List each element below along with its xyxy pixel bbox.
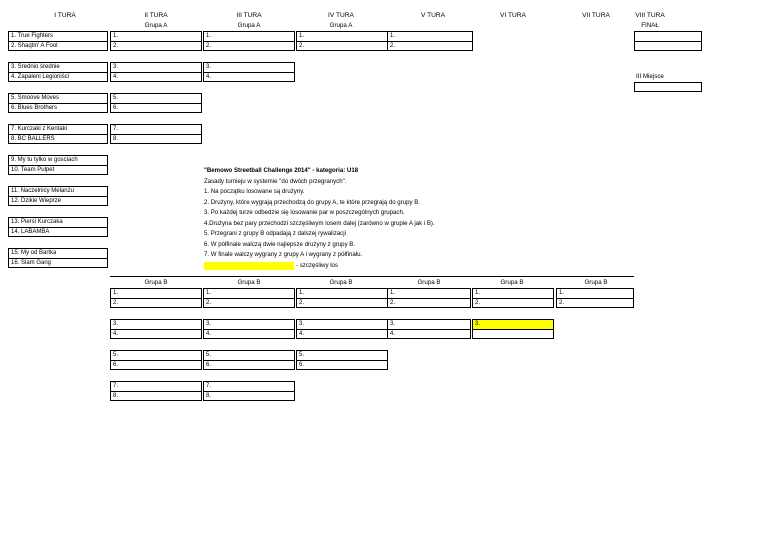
slot-cell[interactable]: 2. xyxy=(387,41,473,51)
team-cell: 12. Dzikie Wieprze xyxy=(8,196,108,206)
subheader-group-b: Grupa B xyxy=(329,279,353,286)
final-slot[interactable] xyxy=(634,31,702,41)
header-round-2: II TURA xyxy=(144,12,168,19)
slot-cell[interactable]: 4. xyxy=(110,72,202,82)
subheader-group-b: Grupa B xyxy=(144,279,168,286)
slot-cell[interactable]: 2. xyxy=(387,298,471,308)
subheader-group-a: Grupa A xyxy=(329,22,353,29)
subheader-group-b: Grupa B xyxy=(584,279,608,286)
team-cell: 11. Naczelnicy Melanżu xyxy=(8,186,108,196)
team-cell: 13. Piersi Kurczaka xyxy=(8,217,108,227)
slot-cell[interactable]: 5. xyxy=(296,350,388,360)
slot-cell[interactable]: 1. xyxy=(203,31,295,41)
slot-cell[interactable]: 5. xyxy=(110,350,202,360)
team-cell: 5. Smoove Moves xyxy=(8,93,108,103)
group-b-divider xyxy=(110,276,634,277)
slot-cell[interactable]: 1. xyxy=(387,288,471,298)
slot-cell[interactable]: 3. xyxy=(110,62,202,72)
team-cell: 16. Slam Gang xyxy=(8,258,108,268)
slot-cell[interactable]: 8. xyxy=(110,391,202,401)
slot-cell[interactable]: 4. xyxy=(203,329,295,339)
team-cell: 3. Średnio średnie xyxy=(8,62,108,72)
team-cell: 8. BC BALLERS xyxy=(8,134,108,144)
rules-line: 4.Drużyna bez pary przechodzi szczęśliwym losem dalej (zarówno w grupie A jak i B). xyxy=(204,219,435,227)
slot-cell[interactable]: 1. xyxy=(387,31,473,41)
subheader-final: FINAŁ xyxy=(641,22,659,29)
rules-line: 5. Przegrani z grupy B odpadają z dalszej rywalizacji xyxy=(204,230,346,237)
slot-cell[interactable] xyxy=(472,329,554,339)
slot-cell[interactable]: 3. xyxy=(203,62,295,72)
subheader-group-a: Grupa A xyxy=(144,22,168,29)
slot-cell[interactable]: 8. xyxy=(110,134,202,144)
slot-cell[interactable]: 5. xyxy=(203,350,295,360)
team-cell: 7. Kurczaki z Kentaki xyxy=(8,124,108,134)
rules-line: 6. W półfinale walczą dwie najlepsze drużyny z grupy B. xyxy=(204,240,356,248)
final-slot[interactable] xyxy=(634,41,702,51)
header-round-4: IV TURA xyxy=(328,12,354,19)
slot-cell[interactable]: 2. xyxy=(296,298,388,308)
slot-cell[interactable]: 6. xyxy=(203,360,295,370)
rules-line: 3. Po każdej turze odbedzie się losowanie par w poszczególnych grupach. xyxy=(204,209,405,216)
lucky-slot-cell[interactable]: 3. xyxy=(472,319,554,329)
slot-cell[interactable]: 4. xyxy=(110,329,202,339)
lucky-swatch xyxy=(204,262,294,270)
team-cell: 15. My od Bartka xyxy=(8,248,108,258)
slot-cell[interactable]: 3. xyxy=(387,319,471,329)
slot-cell[interactable]: 2. xyxy=(110,41,202,51)
slot-cell[interactable]: 7. xyxy=(203,381,295,391)
team-cell: 9. My tu tylko w gosciach xyxy=(8,155,108,165)
header-round-1: I TURA xyxy=(54,12,76,19)
slot-cell[interactable]: 8. xyxy=(203,391,295,401)
team-cell: 14. LABAMBA xyxy=(8,227,108,237)
slot-cell[interactable]: 4. xyxy=(296,329,388,339)
slot-cell[interactable]: 3. xyxy=(203,319,295,329)
slot-cell[interactable]: 1. xyxy=(472,288,554,298)
rules-line: Zasady turnieju w systemie "do dwóch przegranych". xyxy=(204,177,347,185)
lucky-label: - szczęśliwy los xyxy=(296,261,338,269)
slot-cell[interactable]: 2. xyxy=(203,298,295,308)
slot-cell[interactable]: 2. xyxy=(110,298,202,308)
rules-line: 7. W finale walczy wygrany z grupy A i wygrany z półfinału. xyxy=(204,251,363,258)
header-round-6: VI TURA xyxy=(500,12,526,19)
slot-cell[interactable]: 1. xyxy=(203,288,295,298)
slot-cell[interactable]: 4. xyxy=(203,72,295,82)
slot-cell[interactable]: 2. xyxy=(472,298,554,308)
slot-cell[interactable]: 3. xyxy=(110,319,202,329)
slot-cell[interactable]: 6. xyxy=(296,360,388,370)
slot-cell[interactable]: 2. xyxy=(556,298,634,308)
team-cell: 2. Shaqtin' A Fool xyxy=(8,41,108,51)
slot-cell[interactable]: 2. xyxy=(296,41,388,51)
slot-cell[interactable]: 1. xyxy=(110,288,202,298)
rules-block xyxy=(204,166,435,271)
team-cell: 6. Blues Brothers xyxy=(8,103,108,113)
slot-cell[interactable]: 6. xyxy=(110,360,202,370)
team-cell: 4. Zapaleni Legioniści xyxy=(8,72,108,82)
slot-cell[interactable]: 2. xyxy=(203,41,295,51)
slot-cell[interactable]: 1. xyxy=(296,31,388,41)
slot-cell[interactable]: 6. xyxy=(110,103,202,113)
subheader-group-a: Grupa A xyxy=(237,22,261,29)
slot-cell[interactable]: 1. xyxy=(556,288,634,298)
slot-cell[interactable]: 1. xyxy=(296,288,388,298)
team-cell: 10. Team Pulpet xyxy=(8,165,108,175)
subheader-group-b: Grupa B xyxy=(417,279,441,286)
slot-cell[interactable]: 4. xyxy=(387,329,471,339)
third-place-slot[interactable] xyxy=(634,82,702,92)
rules-title: "Bemowo Streetball Challenge 2014" - kategoria: U18 xyxy=(204,167,359,174)
subheader-group-b: Grupa B xyxy=(237,279,261,286)
slot-cell[interactable]: 3. xyxy=(296,319,388,329)
slot-cell[interactable]: 1. xyxy=(110,31,202,41)
subheader-group-b: Grupa B xyxy=(500,279,524,286)
header-round-5: V TURA xyxy=(420,12,446,19)
slot-cell[interactable]: 5. xyxy=(110,93,202,103)
header-round-8: VIII TURA xyxy=(635,12,665,19)
slot-cell[interactable]: 7. xyxy=(110,124,202,134)
team-cell: 1. True Fighters xyxy=(8,31,108,41)
header-round-3: III TURA xyxy=(236,12,262,19)
lucky-legend xyxy=(204,261,435,272)
rules-line: 1. Na początku losowane są drużyny. xyxy=(204,188,305,195)
rules-line: 2. Drużyny, które wygrają przechodzą do grupy A, te które przegrają do grupy B. xyxy=(204,198,420,206)
third-place-label: III Miejsce xyxy=(636,73,664,80)
slot-cell[interactable]: 7. xyxy=(110,381,202,391)
header-round-7: VII TURA xyxy=(582,12,610,19)
